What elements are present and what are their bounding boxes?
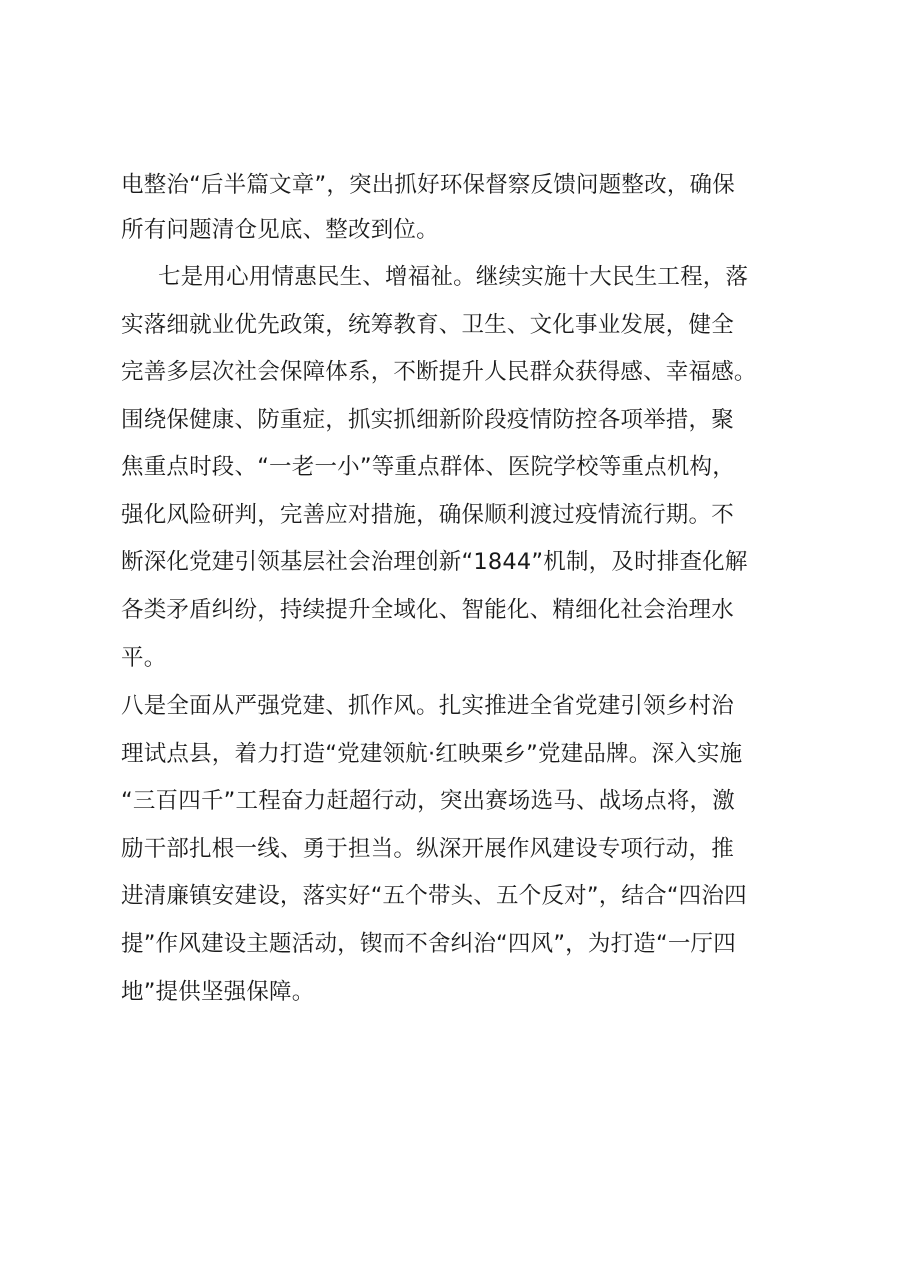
text-line: 完善多层次社会保障体系，不断提升人民群众获得感、幸福感。 <box>121 359 757 385</box>
text-line: 断深化党建引领基层社会治理创新“1844”机制，及时排查化解 <box>121 549 748 575</box>
text-line: 平。 <box>121 645 167 671</box>
text-line: 强化风险研判，完善应对措施，确保顺利渡过疫情流行期。不 <box>121 502 734 528</box>
text-line: 进清廉镇安建设，落实好“五个带头、五个反对”，结合“四治四 <box>121 883 747 909</box>
paragraph-7-first-line: 七是用心用情惠民生、增福祉。继续实施十大民生工程，落 <box>158 264 749 290</box>
text-line: 实落细就业优先政策，统筹教育、卫生、文化事业发展，健全 <box>121 312 734 338</box>
text-line: 各类矛盾纠纷，持续提升全域化、智能化、精细化社会治理水 <box>121 597 734 623</box>
text-line: “三百四千”工程奋力赶超行动，突出赛场选马、战场点将，激 <box>121 788 735 814</box>
text-line: 励干部扎根一线、勇于担当。纵深开展作风建设专项行动，推 <box>121 836 734 862</box>
paragraph-8-first-line: 八是全面从严强党建、抓作风。扎实推进全省党建引领乡村治 <box>121 693 734 719</box>
text-line: 所有问题清仓见底、整改到位。 <box>121 217 439 243</box>
text-line: 地”提供坚强保障。 <box>121 979 315 1005</box>
text-line: 电整治“后半篇文章”，突出抓好环保督察反馈问题整改，确保 <box>121 172 735 198</box>
text-line: 焦重点时段、“一老一小”等重点群体、医院学校等重点机构， <box>121 454 735 480</box>
text-line: 理试点县，着力打造“党建领航·红映栗乡”党建品牌。深入实施 <box>121 741 743 767</box>
text-line: 提”作风建设主题活动，锲而不舍纠治“四风”，为打造“一厅四 <box>121 931 736 957</box>
text-line: 围绕保健康、防重症，抓实抓细新阶段疫情防控各项举措，聚 <box>121 407 734 433</box>
